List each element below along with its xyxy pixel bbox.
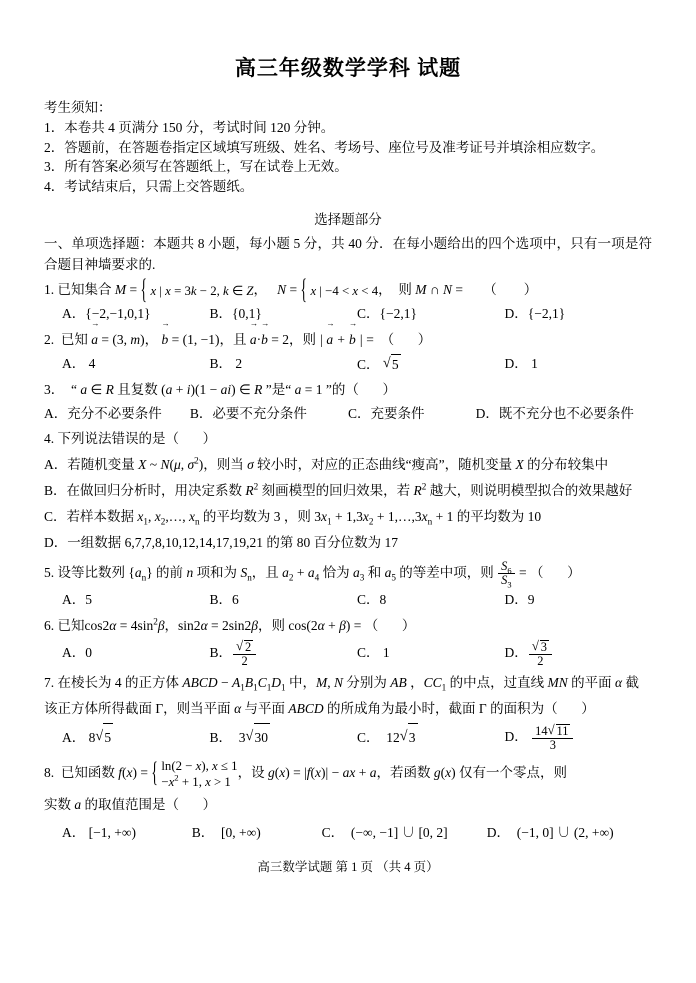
q6-option-d[interactable]: D． √ $\frac{3}{2}$ [505,639,653,668]
q8-stem-cont: 实数 a 的取值范围是（ ） [44,796,217,812]
q8-option-a[interactable]: A． [−1, +∞) [62,824,136,840]
q4-option-d[interactable]: D．一组数据 6,7,7,8,10,12,14,17,19,21 的第 80 百分位数为 17 [44,534,398,550]
q1-option-a[interactable]: A．{−2,−1,0,1} [62,305,151,321]
q5-number: 5. [44,564,55,580]
notice-line-3: 3．所有答案必须写在答题纸上，写在试卷上无效。 [44,159,348,175]
q8-option-c[interactable]: C． (−∞, −1] ∪ [0, 2] [321,824,448,840]
q6-option-a[interactable]: A．0 [62,645,92,661]
q6-options [44,639,652,668]
q3-option-c[interactable]: C．充要条件 [347,406,425,422]
q5-options [44,590,652,610]
q2-option-a[interactable]: A． 4 [62,355,96,371]
q7-stem-cont: 该正方体所得截面 Γ，则当平面 α 与平面 ABCD 的所成角为最小时，截面 Γ 的面积为（ ） [44,701,595,717]
q1-option-d[interactable]: D．{−2,1} [504,305,566,321]
q4-option-b[interactable]: B．在做回归分析时，用决定系数 $R^2$ 刻画模型的回归效果，若 $R^2$ 越大，则说明模型拟合的效果越好 [44,481,633,499]
part-one-instructions: 一、单项选择题：本题共 8 小题，每小题 5 分，共 40 分．在每小题给出的四个选项中，只有一项是符合题目神墙要求的. [44,236,652,272]
q2-option-b[interactable]: B． 2 [209,355,243,371]
q4-number: 4. [44,431,55,447]
q6-number: 6. [44,617,55,633]
q1-set-n: { x | −4 < x < 4 [300,283,378,299]
q5-option-b[interactable]: B．6 [209,592,239,608]
q8-number: 8. [44,764,55,780]
q3-number: 3． [44,382,65,398]
q2-number: 2. [44,331,55,347]
q1-number: 1. [44,281,55,297]
q5-fraction: $\frac{S_6}{S_3}$ [498,560,514,587]
q8-option-d[interactable]: D． (−1, 0] ∪ (2, +∞) [486,824,614,840]
q4-option-a[interactable]: A．若随机变量 X ~ N(μ, $\sigma^2$)，则当 σ 较小时，对应的正态曲线“瘦高”，随机变量 X 的分布较集中 [44,455,609,473]
question-6: 6. 已知$\cos 2\alpha = 4\sin^2\beta$，sin2α = 2sin2β，则 cos(2α + β) = （ ） [44,616,416,633]
q3-option-b[interactable]: B．必要不充分条件 [189,406,307,422]
question-8: 8. 已知函数 f(x) = { ln(2 − x), x ≤ 1 $-x^2 + 1$, x > 1 ，设 g(x) = |f(x)| − ax + a，若函数 g(x) 仅有一个零点，则 [44,758,652,790]
q7-option-d[interactable]: D． $\frac{14 √ 11}{3}$ [505,723,653,752]
q2-option-c[interactable]: C． √ 5 [357,354,505,375]
q1-option-b[interactable]: B．{0,1} [209,305,262,321]
q5-option-d[interactable]: D．9 [504,592,535,608]
page-title: 高三年级数学学科 试题 [234,56,462,80]
question-3: 3． “ a ∈ R 且复数 (a + i)(1 − ai) ∈ R ”是“ a = 1 ”的（ ） [44,382,397,398]
q5-option-a[interactable]: A．5 [62,592,92,608]
page-footer: 高三数学试题 第 1 页 （共 4 页） [257,860,439,874]
q7-option-b[interactable]: B． 3 √ 30 [210,723,358,752]
q1-options [44,304,652,324]
q3-option-a[interactable]: A．充分不必要条件 [44,406,162,422]
q6-option-b[interactable]: B． √ $\frac{2}{2}$ [210,639,358,668]
q3-options [44,404,652,424]
section-heading: 选择题部分 [314,212,382,228]
q6-option-c[interactable]: C． 1 [357,645,390,661]
q1-set-m: { x | x = 3k − 2, k ∈ Z [141,283,254,299]
question-4: 4. 下列说法错误的是（ ） [44,431,217,447]
q8-options [44,819,652,847]
question-1: 1. 已知集合 M = { x | x = 3k − 2, k ∈ Z ， N = { x | −4 < x < 4 ， 则 M ∩ N = （ ） [44,280,652,301]
notice-heading: 考生须知： [44,100,112,115]
q3-option-d[interactable]: D．既不充分也不必要条件 [475,406,634,422]
q5-option-c[interactable]: C．8 [357,592,387,608]
q8-option-b[interactable]: B． [0, +∞) [191,824,261,840]
notice-line-1: 1．本卷共 4 页满分 150 分，考试时间 120 分钟。 [44,120,335,135]
notice-line-2: 2．答题前，在答题卷指定区域填写班级、姓名、考场号、座位号及准考证号并填涂相应数字。 [44,139,605,155]
q2-option-d[interactable]: D． 1 [504,355,538,371]
q7-option-c[interactable]: C． 12 √ 3 [357,723,505,752]
question-5: 5. 设等比数列 $\{a_n\}$ 的前 n 项和为 $S_n$，且 $a_2 + a_4$ 恰为 $a_3$ 和 $a_5$ 的等差中项，则 $\frac{S_6}{S_3}$ = （ ） [44,559,581,590]
q8-piecewise: { ln(2 − x), x ≤ 1 $-x^2 + 1$, x > 1 [151,758,237,790]
question-7: 7. 在棱长为 4 的正方体 ABCD − $A_1B_1C_1D_1$ 中，M, N 分别为 AB ，$CC_1$ 的中点，过直线 MN 的平面 α 截 [44,675,639,694]
notice-line-4: 4．考试结束后，只需上交答题纸。 [44,178,254,194]
question-2: 2. 已知 a → = (3, m)， b → = (1, −1)，且 a →·b → = 2，则 | a → + b → | = （ ） [44,329,652,351]
q7-option-a[interactable]: A． 8 √ 5 [62,723,210,752]
q7-options [44,723,652,752]
q7-number: 7. [44,675,55,691]
q1-option-c[interactable]: C．{−2,1} [357,305,417,321]
q2-options [44,354,652,375]
q4-option-c[interactable]: C．若样本数据 $x_1$, $x_2,\dots$, $x_n$ 的平均数为 3 ，则 $3x_1 + 1,3x_2$ + $1,\dots,3x_n + 1$ 的平均数为 10 [44,509,542,527]
